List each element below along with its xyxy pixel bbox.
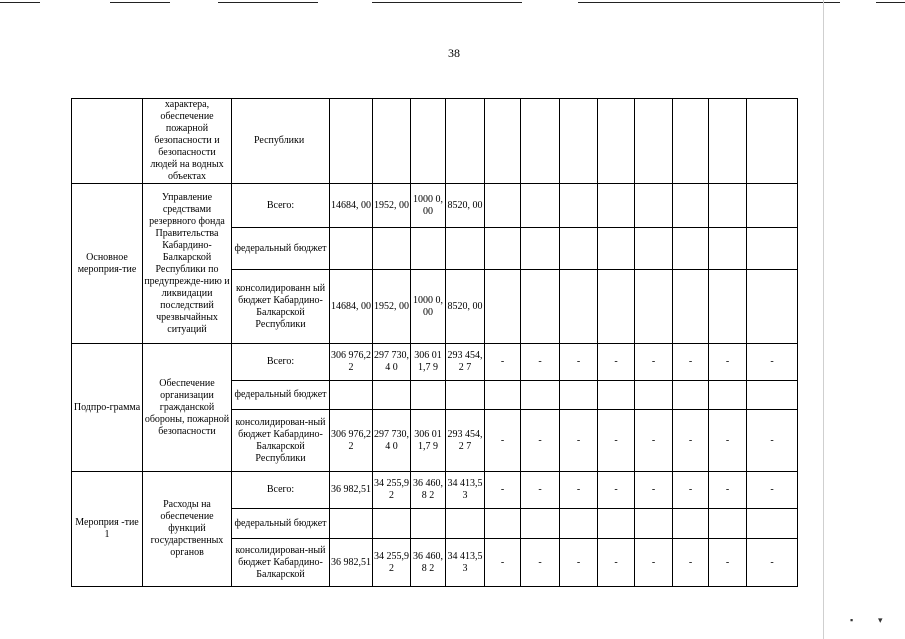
table-cell (598, 509, 635, 539)
table-cell (747, 381, 798, 410)
funding-source: консолидированн ый бюджет Кабардино-Балкарской Республики (232, 270, 330, 344)
table-cell (560, 381, 598, 410)
value-cell (330, 381, 373, 410)
measure-description: Обеспечение организации гражданской обороны, пожарной безопасности (143, 344, 232, 472)
table-cell (521, 228, 560, 270)
table-cell (673, 228, 709, 270)
funding-source: федеральный бюджет (232, 381, 330, 410)
table-cell (485, 99, 521, 184)
dash-cell: - (635, 539, 673, 587)
value-cell (373, 509, 411, 539)
table-cell (673, 270, 709, 344)
table-cell (485, 228, 521, 270)
table-cell (521, 184, 560, 228)
table-cell (709, 509, 747, 539)
dash-cell: - (598, 344, 635, 381)
value-cell (373, 228, 411, 270)
measure-description: Управление средствами резервного фонда Правительства Кабардино-Балкарской Республики по предупрежде-нию и ликвидации последствий чрезвычайных ситуаций (143, 184, 232, 344)
scan-artifact-line (372, 2, 522, 3)
table-cell (635, 381, 673, 410)
table-cell (709, 184, 747, 228)
table-cell (446, 99, 485, 184)
dash-cell: - (709, 472, 747, 509)
table-cell (747, 99, 798, 184)
table-cell (411, 99, 446, 184)
dash-cell: - (560, 410, 598, 472)
value-cell: 1952, 00 (373, 184, 411, 228)
dash-cell: - (560, 539, 598, 587)
scan-artifact-line (578, 2, 840, 3)
funding-source: консолидирован-ный бюджет Кабардино-Балкарской Республики (232, 410, 330, 472)
dash-cell: - (747, 410, 798, 472)
table-cell (635, 270, 673, 344)
dash-cell: - (485, 410, 521, 472)
table-cell (747, 509, 798, 539)
table-cell (560, 509, 598, 539)
value-cell: 293 454,2 7 (446, 410, 485, 472)
table-cell (485, 184, 521, 228)
value-cell: 297 730,4 0 (373, 344, 411, 381)
dash-cell: - (560, 472, 598, 509)
value-cell: 8520, 00 (446, 270, 485, 344)
value-cell: 306 011,7 9 (411, 410, 446, 472)
value-cell: 36 460,8 2 (411, 472, 446, 509)
scan-dot: ▾ (878, 615, 883, 625)
value-cell: 8520, 00 (446, 184, 485, 228)
row-group-label: Основное мероприя-тие (72, 184, 143, 344)
table-row (72, 472, 798, 509)
dash-cell: - (747, 472, 798, 509)
value-cell: 36 460,8 2 (411, 539, 446, 587)
funding-source: Всего: (232, 472, 330, 509)
value-cell: 34 413,5 3 (446, 472, 485, 509)
dash-cell: - (598, 539, 635, 587)
dash-cell: - (598, 410, 635, 472)
funding-source: Всего: (232, 344, 330, 381)
value-cell: 1000 0,00 (411, 184, 446, 228)
dash-cell: - (635, 410, 673, 472)
table-cell (709, 381, 747, 410)
value-cell: 36 982,51 (330, 472, 373, 509)
value-cell (411, 381, 446, 410)
table-cell (521, 509, 560, 539)
table-cell (635, 184, 673, 228)
table-cell (747, 184, 798, 228)
dash-cell: - (521, 344, 560, 381)
value-cell: 306 976,22 (330, 344, 373, 381)
measure-description: характера, обеспечение пожарной безопасности и безопасности людей на водных объектах (143, 99, 232, 184)
page-number: 38 (448, 46, 460, 60)
table-cell (560, 99, 598, 184)
value-cell: 1000 0,00 (411, 270, 446, 344)
table-cell (709, 270, 747, 344)
value-cell: 306 976,22 (330, 410, 373, 472)
table-cell (635, 509, 673, 539)
table-cell (521, 381, 560, 410)
table-cell (709, 228, 747, 270)
dash-cell: - (485, 472, 521, 509)
value-cell: 297 730,4 0 (373, 410, 411, 472)
dash-cell: - (747, 539, 798, 587)
table-cell (373, 99, 411, 184)
value-cell (411, 228, 446, 270)
value-cell (330, 228, 373, 270)
table-cell (673, 381, 709, 410)
scan-artifact-line (110, 2, 170, 3)
table-cell (485, 509, 521, 539)
budget-table (71, 98, 798, 587)
value-cell: 14684, 00 (330, 270, 373, 344)
table-cell (598, 99, 635, 184)
value-cell: 293 454,2 7 (446, 344, 485, 381)
dash-cell: - (560, 344, 598, 381)
table-cell (598, 228, 635, 270)
table-cell (673, 99, 709, 184)
funding-source: федеральный бюджет (232, 509, 330, 539)
value-cell: 34 255,9 2 (373, 472, 411, 509)
table-cell (72, 99, 143, 184)
value-cell: 36 982,51 (330, 539, 373, 587)
table-cell (598, 184, 635, 228)
dash-cell: - (673, 344, 709, 381)
table-cell (330, 99, 373, 184)
dash-cell: - (673, 472, 709, 509)
value-cell (446, 381, 485, 410)
dash-cell: - (709, 410, 747, 472)
value-cell: 1952, 00 (373, 270, 411, 344)
value-cell (330, 509, 373, 539)
table-cell (485, 381, 521, 410)
page-edge-line (823, 0, 824, 639)
dash-cell: - (598, 472, 635, 509)
measure-description: Расходы на обеспечение функций государственных органов (143, 472, 232, 587)
table-cell (709, 99, 747, 184)
dash-cell: - (521, 539, 560, 587)
dash-cell: - (635, 472, 673, 509)
table-cell (560, 184, 598, 228)
scan-artifact-line (0, 2, 40, 3)
value-cell: 34 255,9 2 (373, 539, 411, 587)
table-row (72, 99, 798, 184)
scan-artifact-line (218, 2, 318, 3)
table-cell (598, 381, 635, 410)
table-row (72, 184, 798, 228)
value-cell (373, 381, 411, 410)
funding-source: консолидирован-ный бюджет Кабардино-Балкарской (232, 539, 330, 587)
table-cell (560, 270, 598, 344)
row-group-label: Мероприя -тие 1 (72, 472, 143, 587)
funding-source: Всего: (232, 184, 330, 228)
value-cell: 306 011,7 9 (411, 344, 446, 381)
value-cell (411, 509, 446, 539)
dash-cell: - (635, 344, 673, 381)
table-cell (598, 270, 635, 344)
table-row (72, 344, 798, 381)
value-cell (446, 509, 485, 539)
value-cell: 14684, 00 (330, 184, 373, 228)
table-cell (521, 99, 560, 184)
table-cell (521, 270, 560, 344)
dash-cell: - (485, 539, 521, 587)
dash-cell: - (747, 344, 798, 381)
table-cell (673, 509, 709, 539)
row-group-label: Подпро-грамма (72, 344, 143, 472)
funding-source: Республики (232, 99, 330, 184)
dash-cell: - (521, 410, 560, 472)
table-cell (635, 99, 673, 184)
scan-dot: ▪ (850, 615, 854, 625)
value-cell: 34 413,5 3 (446, 539, 485, 587)
dash-cell: - (709, 344, 747, 381)
dash-cell: - (709, 539, 747, 587)
dash-cell: - (485, 344, 521, 381)
funding-source: федеральный бюджет (232, 228, 330, 270)
value-cell (446, 228, 485, 270)
table-cell (747, 228, 798, 270)
table-cell (673, 184, 709, 228)
table-cell (485, 270, 521, 344)
dash-cell: - (673, 410, 709, 472)
table-cell (747, 270, 798, 344)
table-cell (560, 228, 598, 270)
dash-cell: - (673, 539, 709, 587)
dash-cell: - (521, 472, 560, 509)
table-cell (635, 228, 673, 270)
scan-artifact-line (876, 2, 905, 3)
